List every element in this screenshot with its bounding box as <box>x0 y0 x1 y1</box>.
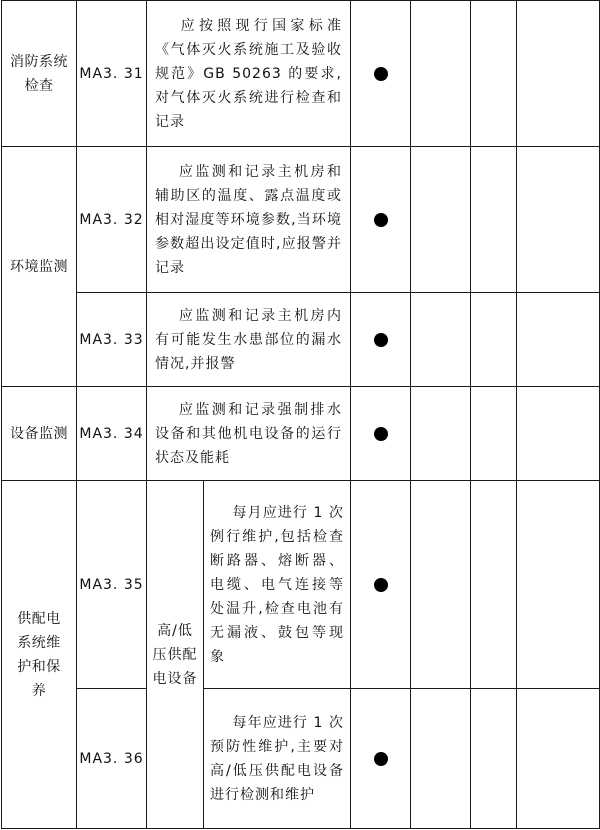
empty-cell <box>411 293 471 387</box>
code-cell <box>77 293 147 387</box>
empty-cell <box>517 481 600 689</box>
filled-circle-icon <box>374 213 388 227</box>
item-code: MA3. 33 <box>79 331 144 348</box>
item-code: MA3. 36 <box>79 750 144 767</box>
category-cell <box>2 147 77 387</box>
category-label: 消防系统检查 <box>10 53 68 94</box>
table-row <box>2 293 600 387</box>
item-description: 应按照现行国家标准《气体灭火系统施工及验收规范》GB 50263 的要求,对气体灭火系统进行检查和记录 <box>155 17 343 130</box>
empty-cell <box>517 293 600 387</box>
category-cell <box>2 1 77 147</box>
maintenance-table <box>1 0 600 829</box>
category-label: 环境监测 <box>10 258 68 275</box>
code-cell <box>77 689 147 829</box>
empty-cell <box>411 147 471 293</box>
code-cell <box>77 481 147 689</box>
item-description: 每年应进行 1 次预防性维护,主要对高/低压供配电设备进行检测和维护 <box>210 714 345 803</box>
item-code: MA3. 34 <box>79 425 144 442</box>
sub-category-cell <box>147 481 204 829</box>
filled-circle-icon <box>374 578 388 592</box>
item-code: MA3. 32 <box>79 211 144 228</box>
table-row <box>2 1 600 147</box>
empty-cell <box>517 387 600 481</box>
empty-cell <box>411 481 471 689</box>
description-cell <box>147 147 351 293</box>
description-cell <box>147 293 351 387</box>
required-mark-cell <box>351 481 411 689</box>
sub-category-label: 高/低压供配电设备 <box>152 622 198 687</box>
filled-circle-icon <box>374 67 388 81</box>
description-cell <box>147 1 351 147</box>
required-mark-cell <box>351 387 411 481</box>
empty-cell <box>517 689 600 829</box>
code-cell <box>77 147 147 293</box>
required-mark-cell <box>351 689 411 829</box>
filled-circle-icon <box>374 333 388 347</box>
table-row <box>2 387 600 481</box>
code-cell <box>77 387 147 481</box>
item-code: MA3. 35 <box>79 576 144 593</box>
empty-cell <box>471 147 517 293</box>
empty-cell <box>411 1 471 147</box>
description-cell <box>204 689 351 829</box>
empty-cell <box>517 147 600 293</box>
category-label: 供配电系统维护和保养 <box>17 610 61 699</box>
item-description: 应监测和记录强制排水设备和其他机电设备的运行状态及能耗 <box>155 401 343 466</box>
table-row <box>2 689 600 829</box>
description-cell <box>204 481 351 689</box>
category-cell <box>2 481 77 829</box>
empty-cell <box>471 1 517 147</box>
description-cell <box>147 387 351 481</box>
empty-cell <box>471 387 517 481</box>
empty-cell <box>411 689 471 829</box>
empty-cell <box>411 387 471 481</box>
empty-cell <box>471 481 517 689</box>
item-description: 每月应进行 1 次例行维护,包括检查断路器、熔断器、电缆、电气连接等处温升,检查电池有无漏液、鼓包等现象 <box>210 504 345 665</box>
filled-circle-icon <box>374 752 388 766</box>
empty-cell <box>471 293 517 387</box>
required-mark-cell <box>351 293 411 387</box>
category-label: 设备监测 <box>10 425 68 442</box>
table-row <box>2 481 600 689</box>
empty-cell <box>471 689 517 829</box>
filled-circle-icon <box>374 427 388 441</box>
code-cell <box>77 1 147 147</box>
required-mark-cell <box>351 147 411 293</box>
item-code: MA3. 31 <box>79 65 144 82</box>
item-description: 应监测和记录主机房和辅助区的温度、露点温度或相对湿度等环境参数,当环境参数超出设定值时,应报警并记录 <box>155 163 343 276</box>
item-description: 应监测和记录主机房内有可能发生水患部位的漏水情况,并报警 <box>155 307 343 372</box>
table-row <box>2 147 600 293</box>
category-cell <box>2 387 77 481</box>
empty-cell <box>517 1 600 147</box>
required-mark-cell <box>351 1 411 147</box>
